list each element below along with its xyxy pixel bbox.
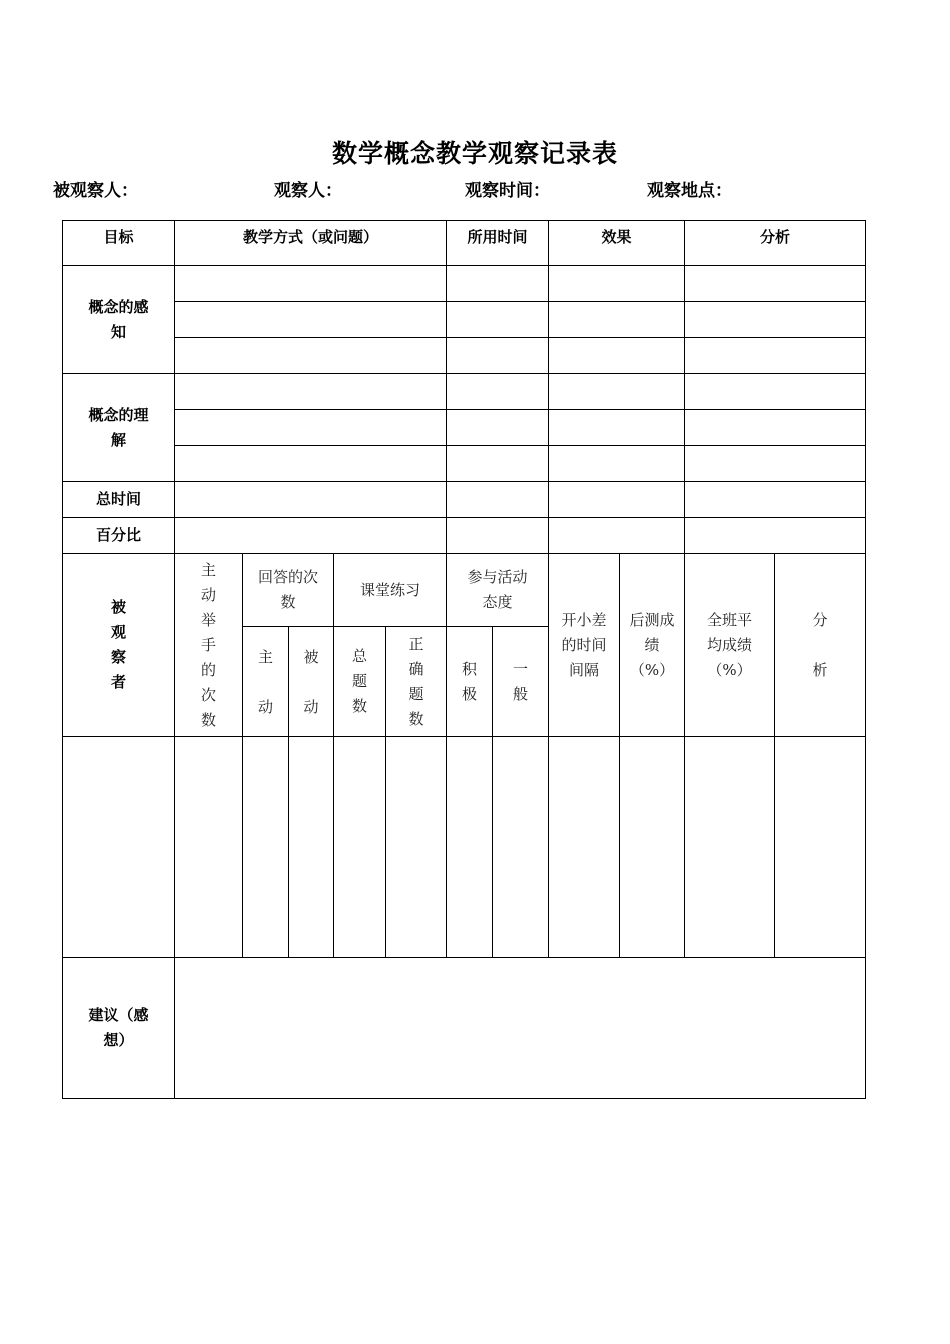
header-distraction: 开小差的时间间隔 [549, 554, 620, 737]
header-observed-analysis: 分析 [775, 554, 866, 737]
row-label-observed: 被观察者 [63, 554, 175, 737]
row-label-perception: 概念的感知 [63, 266, 175, 374]
header-raise-hand: 主动举手的次数 [175, 554, 243, 737]
cell-total-questions[interactable] [334, 737, 386, 958]
cell-distraction[interactable] [549, 737, 620, 958]
cell-observed-analysis[interactable] [775, 737, 866, 958]
row-label-understanding: 概念的理解 [63, 374, 175, 482]
cell-analysis[interactable] [685, 410, 866, 446]
cell-raise-hand[interactable] [175, 737, 243, 958]
header-correct-questions: 正确题数 [386, 627, 447, 737]
header-active: 主动 [243, 627, 289, 737]
cell-active[interactable] [243, 737, 289, 958]
header-post-test: 后测成绩（%） [620, 554, 685, 737]
cell-method[interactable] [175, 374, 447, 410]
header-time: 所用时间 [447, 221, 549, 266]
cell-method[interactable] [175, 446, 447, 482]
cell-effect[interactable] [549, 338, 685, 374]
cell-method[interactable] [175, 302, 447, 338]
header-attitude: 参与活动态度 [447, 554, 549, 627]
cell-effect[interactable] [549, 410, 685, 446]
cell-analysis[interactable] [685, 518, 866, 554]
header-answers: 回答的次数 [243, 554, 334, 627]
document-title: 数学概念教学观察记录表 [331, 139, 618, 168]
cell-time[interactable] [447, 518, 549, 554]
cell-time[interactable] [447, 446, 549, 482]
observation-table [62, 220, 866, 1099]
observation-place-label: 观察地点： [647, 181, 732, 201]
header-positive: 积极 [447, 627, 493, 737]
header-class-average: 全班平均成绩（%） [685, 554, 775, 737]
cell-time[interactable] [447, 410, 549, 446]
cell-time[interactable] [447, 302, 549, 338]
cell-normal[interactable] [493, 737, 549, 958]
header-normal: 一般 [493, 627, 549, 737]
cell-method[interactable] [175, 410, 447, 446]
cell-analysis[interactable] [685, 374, 866, 410]
cell-time[interactable] [447, 374, 549, 410]
row-label-percent: 百分比 [63, 518, 175, 554]
header-total-questions: 总题数 [334, 627, 386, 737]
observed-person-label: 被观察人： [53, 181, 138, 201]
header-goal: 目标 [63, 221, 175, 266]
cell-effect[interactable] [549, 518, 685, 554]
cell-positive[interactable] [447, 737, 493, 958]
cell-time[interactable] [447, 482, 549, 518]
cell-correct-questions[interactable] [386, 737, 447, 958]
header-method: 教学方式（或问题） [175, 221, 447, 266]
cell-effect[interactable] [549, 482, 685, 518]
header-analysis: 分析 [685, 221, 866, 266]
cell-method[interactable] [175, 482, 447, 518]
cell-observed-name[interactable] [63, 737, 175, 958]
cell-time[interactable] [447, 338, 549, 374]
row-label-suggestion: 建议（感想） [63, 958, 175, 1099]
cell-effect[interactable] [549, 266, 685, 302]
header-practice: 课堂练习 [334, 554, 447, 627]
cell-method[interactable] [175, 338, 447, 374]
cell-method[interactable] [175, 518, 447, 554]
cell-post-test[interactable] [620, 737, 685, 958]
observation-time-label: 观察时间： [465, 181, 550, 201]
cell-analysis[interactable] [685, 482, 866, 518]
cell-suggestion[interactable] [175, 958, 866, 1099]
header-effect: 效果 [549, 221, 685, 266]
row-label-total-time: 总时间 [63, 482, 175, 518]
cell-passive[interactable] [289, 737, 334, 958]
cell-time[interactable] [447, 266, 549, 302]
cell-effect[interactable] [549, 302, 685, 338]
cell-method[interactable] [175, 266, 447, 302]
cell-class-average[interactable] [685, 737, 775, 958]
cell-analysis[interactable] [685, 446, 866, 482]
cell-effect[interactable] [549, 446, 685, 482]
observer-label: 观察人： [274, 181, 342, 201]
cell-analysis[interactable] [685, 266, 866, 302]
cell-analysis[interactable] [685, 338, 866, 374]
cell-effect[interactable] [549, 374, 685, 410]
cell-analysis[interactable] [685, 302, 866, 338]
header-passive: 被动 [289, 627, 334, 737]
